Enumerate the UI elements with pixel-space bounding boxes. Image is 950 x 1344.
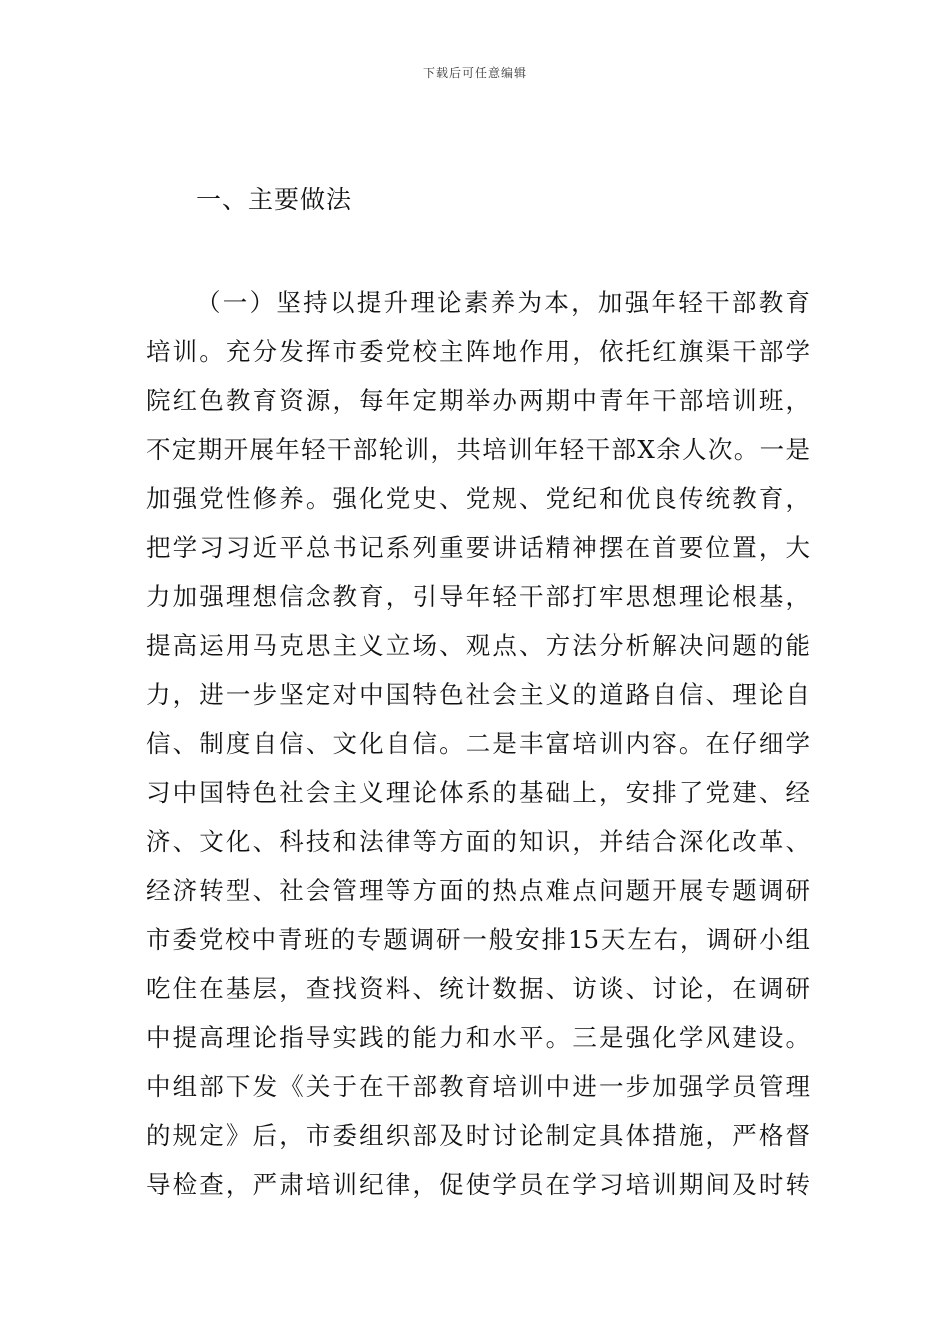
paragraph-line: 加强党性修养。强化党史、党规、党纪和优良传统教育， — [146, 484, 810, 513]
paragraph-line: 培训。充分发挥市委党校主阵地作用，依托红旗渠干部学 — [146, 337, 810, 366]
paragraph-line: 市委党校中青班的专题调研一般安排15天左右，调研小组 — [146, 925, 810, 954]
section-heading: 一、主要做法 — [196, 185, 353, 214]
paragraph-line: 的规定》后，市委组织部及时讨论制定具体措施，严格督 — [146, 1121, 810, 1150]
paragraph-line: 把学习习近平总书记系列重要讲话精神摆在首要位置，大 — [146, 533, 810, 562]
paragraph-line: 习中国特色社会主义理论体系的基础上，安排了党建、经 — [146, 778, 810, 807]
paragraph-line: 中组部下发《关于在干部教育培训中进一步加强学员管理 — [146, 1072, 810, 1101]
paragraph-line: 济、文化、科技和法律等方面的知识，并结合深化改革、 — [146, 827, 810, 856]
paragraph-line: （一）坚持以提升理论素养为本，加强年轻干部教育 — [196, 288, 810, 317]
body-paragraph — [146, 278, 810, 1209]
paragraph-line: 经济转型、社会管理等方面的热点难点问题开展专题调研 — [146, 876, 810, 905]
paragraph-line: 不定期开展年轻干部轮训，共培训年轻干部X余人次。一是 — [146, 435, 810, 464]
paragraph-line: 导检查，严肃培训纪律，促使学员在学习培训期间及时转 — [146, 1170, 810, 1199]
paragraph-line: 提高运用马克思主义立场、观点、方法分析解决问题的能 — [146, 631, 810, 660]
paragraph-line: 力，进一步坚定对中国特色社会主义的道路自信、理论自 — [146, 680, 810, 709]
page-header-note: 下载后可任意编辑 — [422, 66, 527, 80]
paragraph-line: 院红色教育资源，每年定期举办两期中青年干部培训班， — [146, 386, 810, 415]
paragraph-line: 中提高理论指导实践的能力和水平。三是强化学风建设。 — [146, 1023, 810, 1052]
paragraph-line: 信、制度自信、文化自信。二是丰富培训内容。在仔细学 — [146, 729, 810, 758]
paragraph-line: 力加强理想信念教育，引导年轻干部打牢思想理论根基， — [146, 582, 810, 611]
paragraph-line: 吃住在基层，查找资料、统计数据、访谈、讨论，在调研 — [146, 974, 810, 1003]
